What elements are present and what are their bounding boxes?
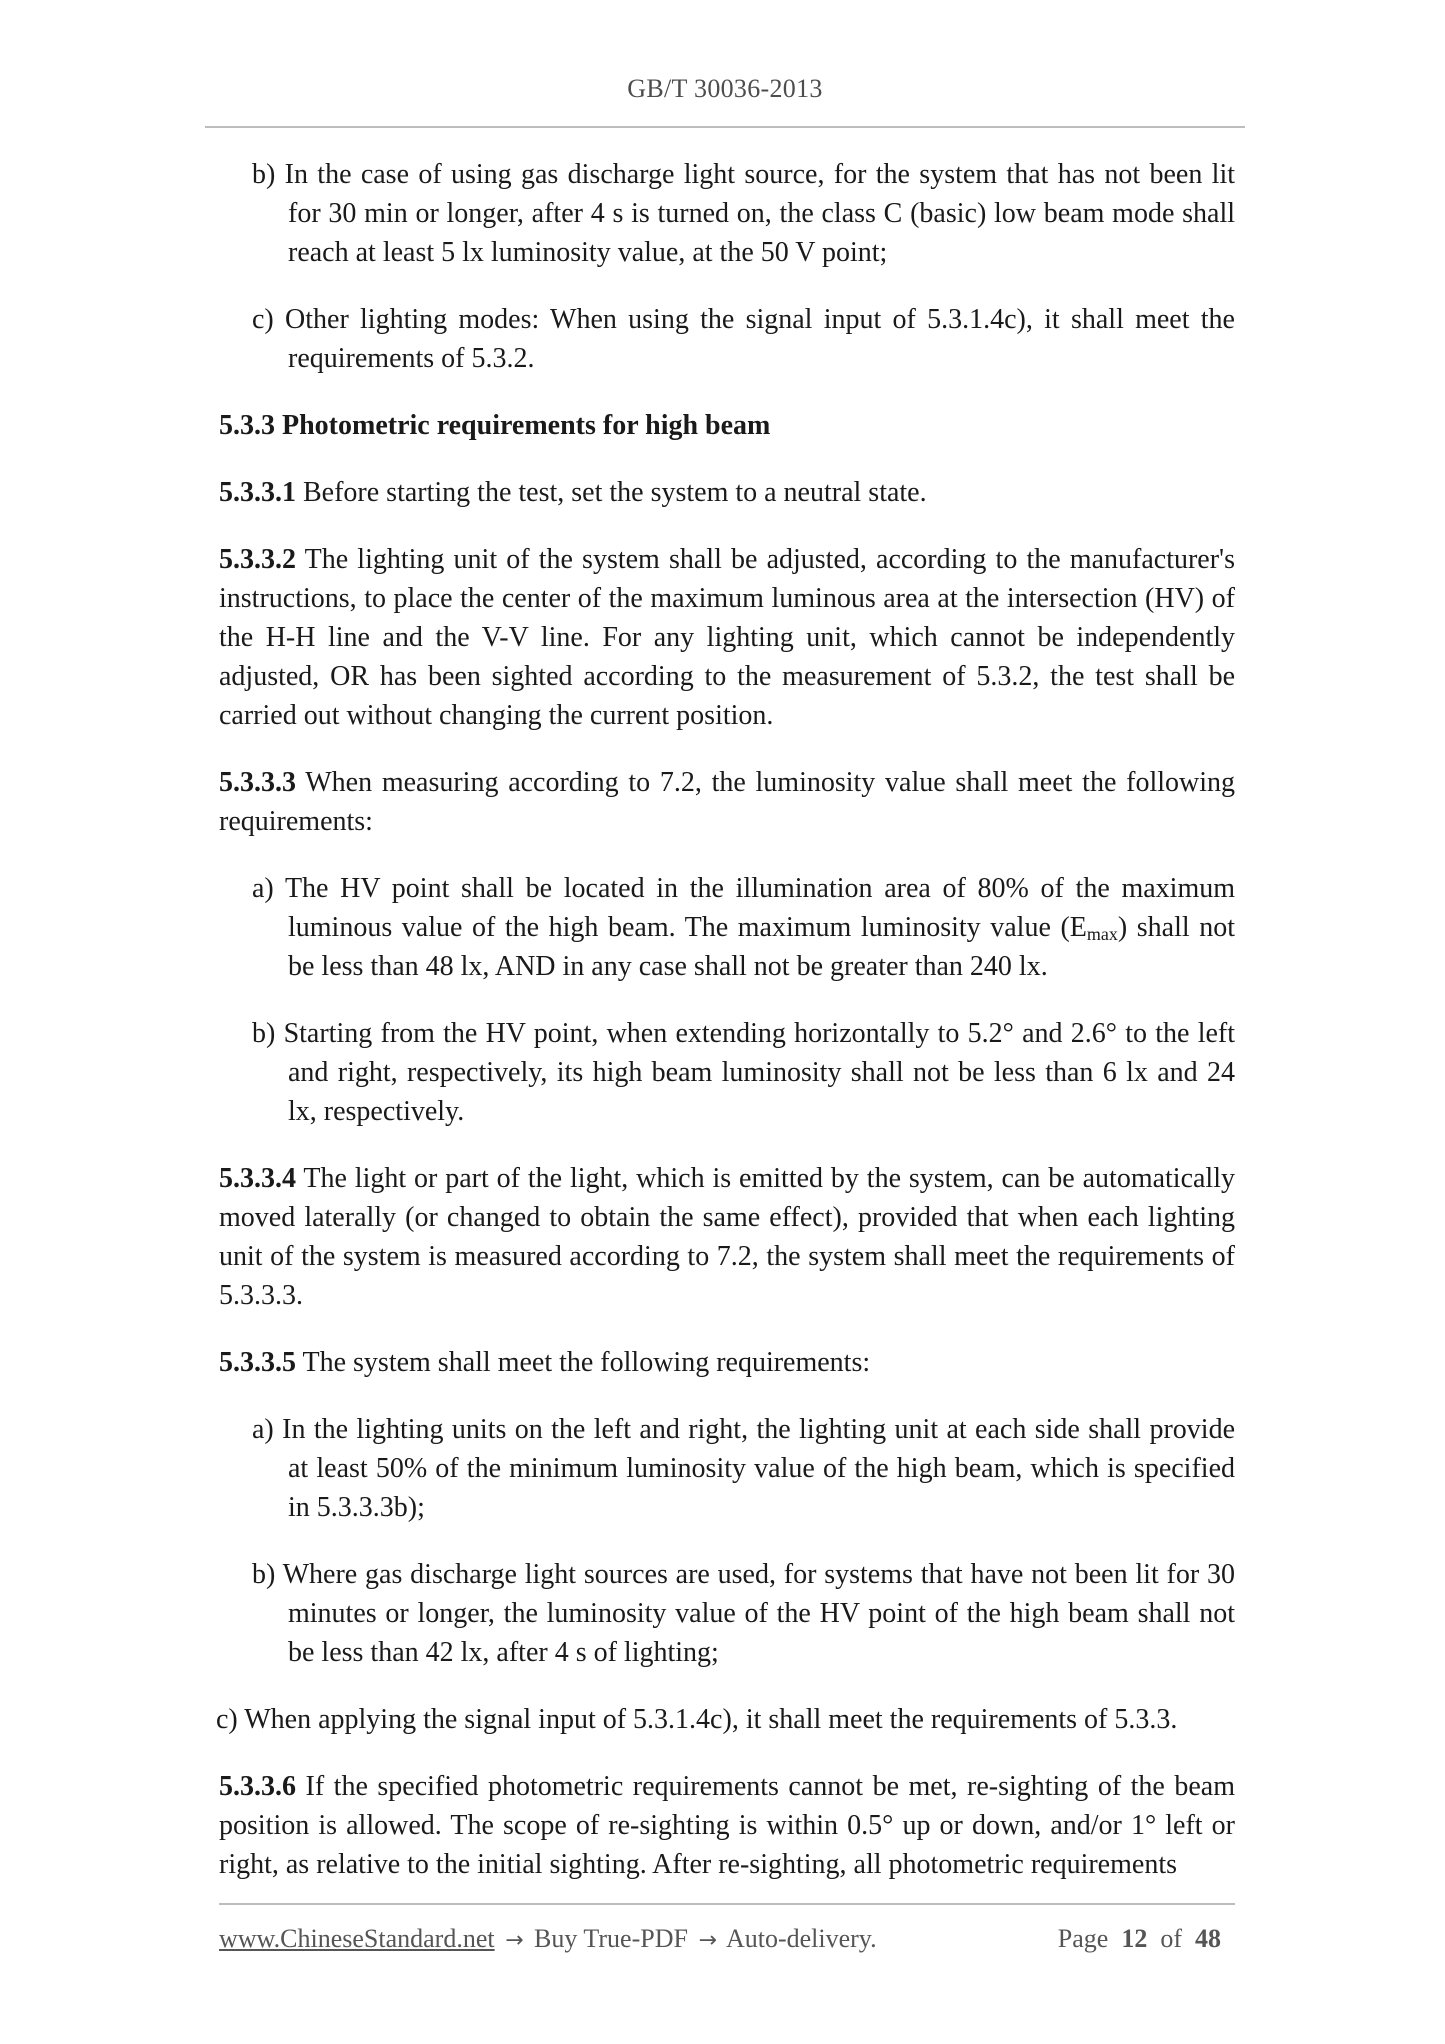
clause-number: 5.3.3.4 [219,1163,296,1194]
footer-links [219,1924,877,1954]
total-page-number: 48 [1195,1924,1221,1953]
clause-number: 5.3.3.6 [219,1771,296,1802]
clause-text: Before starting the test, set the system to a neutral state. [296,477,927,508]
clause-number: 5.3.3.1 [219,477,296,508]
clause-number: 5.3.3.3 [219,767,296,798]
page-indicator [1058,1924,1221,1954]
item-text: a) The HV point shall be located in the illumination area of 80% of the maximum luminous value of the high beam. The maximum luminosity value (E [252,873,1235,943]
clause-5-3-3-4 [219,1159,1235,1315]
of-label: of [1160,1924,1182,1953]
clause-5-3-3-5 [219,1343,1235,1382]
item-text: ) shall not be less than 48 lx, AND in any case shall not be greater than 240 lx. [288,912,1235,982]
clause-text: The system shall meet the following requirements: [296,1347,871,1378]
arrow-right-icon: → [698,1928,717,1953]
list-item-b-gas-discharge: b) In the case of using gas discharge light source, for the system that has not been lit for 30 min or longer, after 4 s is turned on, the class C (basic) low beam mode shall reach at least 5 lx luminosity value, at the 50 V point; [252,159,1235,268]
clause-text: If the specified photometric requirements cannot be met, re-sighting of the beam position is allowed. The scope of re-sighting is within 0.5° up or down, and/or 1° left or right, as relative to the initial sighting. After re-sighting, all photometric requirements [219,1771,1235,1880]
current-page-number: 12 [1121,1924,1148,1953]
auto-delivery-text: Auto-delivery. [725,1924,877,1953]
clause-text: The light or part of the light, which is emitted by the system, can be automatically moved laterally (or changed to obtain the same effect), provided that when each lighting unit of the system is measured according to 7.2, the system shall meet the requirements of 5.3.3.3. [219,1163,1235,1311]
list-item-a-left-right-units: a) In the lighting units on the left and right, the lighting unit at each side shall provide at least 50% of the minimum luminosity value of the high beam, which is specified in 5.3.3.3b); [252,1414,1235,1523]
footer-divider [219,1903,1235,1905]
document-header: GB/T 30036-2013 [627,74,823,103]
clause-5-3-3-1 [219,473,1235,512]
section-heading-5-3-3: 5.3.3 Photometric requirements for high beam [219,410,771,441]
buy-true-pdf-text: Buy True-PDF [534,1924,688,1953]
list-item-a-hv-point [219,869,1235,986]
page-content [216,155,1235,1912]
clause-5-3-3-2 [219,540,1235,735]
clause-5-3-3-3 [219,763,1235,841]
clause-5-3-3-6 [219,1767,1235,1884]
subscript-max: max [1086,924,1118,944]
arrow-right-icon: → [505,1928,524,1953]
clause-number: 5.3.3.5 [219,1347,296,1378]
list-item-c-other-modes: c) Other lighting modes: When using the signal input of 5.3.1.4c), it shall meet the requirements of 5.3.2. [252,304,1235,374]
clause-text: When measuring according to 7.2, the luminosity value shall meet the following requirements: [219,767,1235,837]
website-link[interactable]: www.ChineseStandard.net [219,1924,495,1953]
list-item-b-horizontal-extension: b) Starting from the HV point, when extending horizontally to 5.2° and 2.6° to the left and right, respectively, its high beam luminosity shall not be less than 6 lx and 24 lx, respectively. [252,1018,1235,1127]
list-item-c-signal-input: c) When applying the signal input of 5.3.1.4c), it shall meet the requirements of 5.3.3. [216,1704,1178,1735]
clause-number: 5.3.3.2 [219,544,296,575]
header-divider [205,126,1245,128]
clause-text: The lighting unit of the system shall be adjusted, according to the manufacturer's instructions, to place the center of the maximum luminous area at the intersection (HV) of the H-H line and the V-V line. For any lighting unit, which cannot be independently adjusted, OR has been sighted according to the measurement of 5.3.2, the test shall be carried out without changing the current position. [219,544,1235,731]
list-item-b-gas-discharge-high-beam: b) Where gas discharge light sources are used, for systems that have not been lit for 30 minutes or longer, the luminosity value of the HV point of the high beam shall not be less than 42 lx, after 4 s of lighting; [252,1559,1235,1668]
page-label: Page [1057,1924,1109,1953]
